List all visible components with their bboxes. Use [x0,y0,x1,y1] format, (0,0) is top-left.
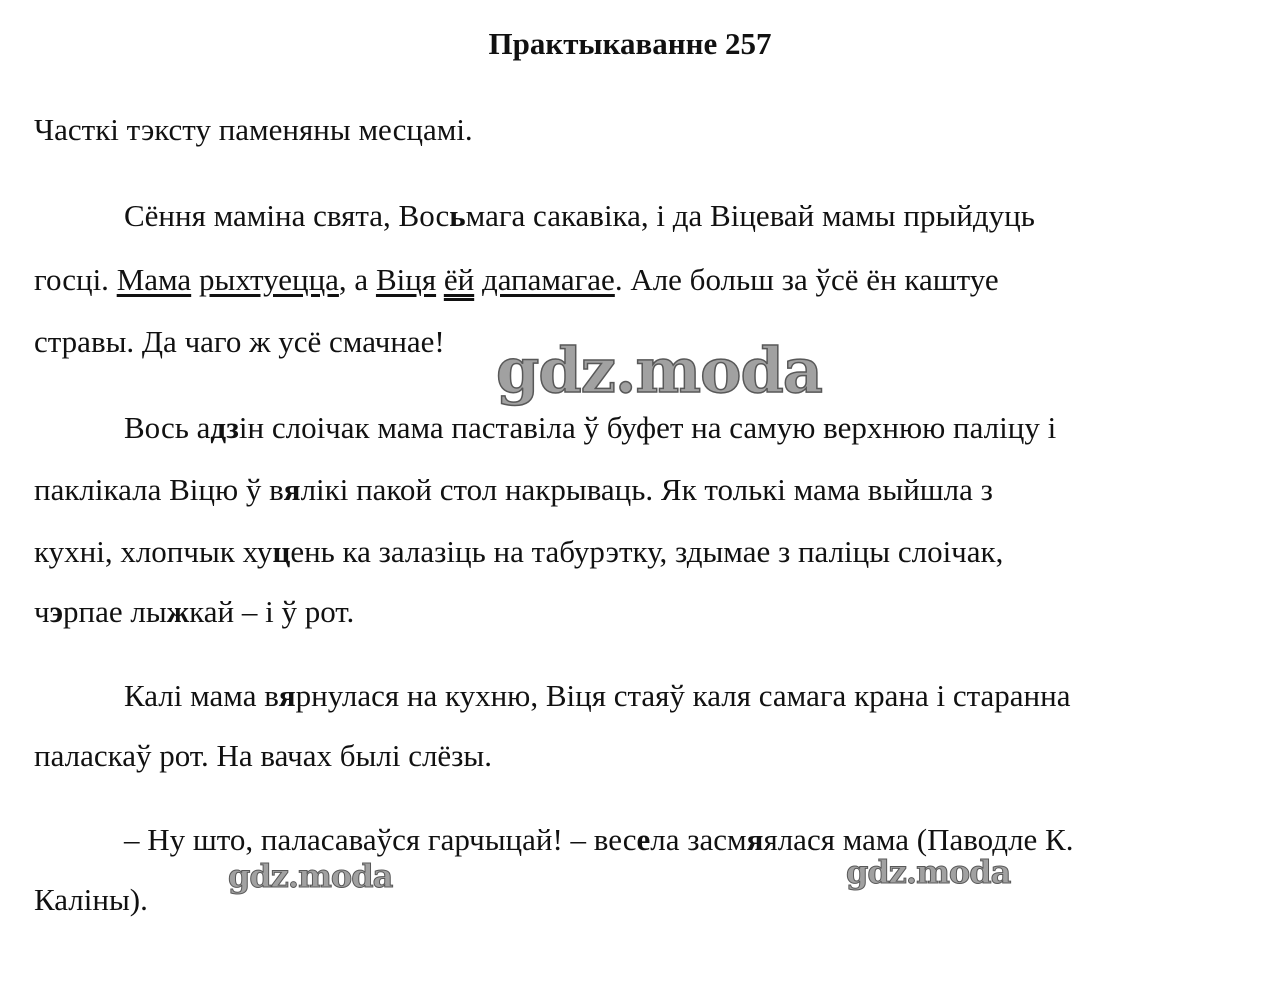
text-run [474,262,482,297]
p3-line-2: паласкаў рот. На вачах былі слёзы. [34,738,493,773]
bold-letter: дз [210,410,239,445]
p1-line-2 [34,258,999,302]
underlined-subject: Віця [375,262,437,297]
text-run: кухні, хлопчык ху [34,534,273,569]
text-run: . Але больш за ўсё ён каштуе [614,262,999,297]
watermark-main: gdz.moda [496,334,822,407]
text-run: ялася мама (Паводле К. [763,822,1074,857]
bold-letter: ц [272,534,291,569]
text-run: Вось а [124,410,211,445]
bold-letter: я [283,472,301,507]
bold-letter: е [636,822,651,857]
text-run: Сёння маміна свята, Вос [124,198,450,233]
text-run: рнулася на кухню, Віця стаяў каля самага крана і старанна [295,678,1071,713]
text-run: кай – і ў рот. [189,594,355,629]
text-run: рпае лы [63,594,167,629]
underlined-object: ёй [443,262,475,297]
text-run: – Ну што, паласаваўся гарчыцай! – вес [124,822,637,857]
text-run: мага сакавіка, і да Віцевай мамы прыйдуць [465,198,1035,233]
watermark-bottom-left: gdz.moda [228,857,393,895]
text-run [436,262,444,297]
text-run: Калі мама в [124,678,279,713]
p2-line-4 [34,590,354,634]
intro-text: Часткі тэксту паменяны месцамі. [34,112,473,147]
bold-letter: я [746,822,764,857]
text-run [191,262,199,297]
text-run: ч [34,594,50,629]
p3-line-1 [124,674,1071,718]
bold-letter: ь [449,198,466,233]
p1-line-1 [124,194,1035,238]
p4-line-2: Каліны). [34,882,148,917]
underlined-subject: Мама [116,262,192,297]
text-run: лікі пакой стол накрываць. Як толькі мама выйшла з [300,472,993,507]
underlined-predicate: рыхтуецца [198,262,339,297]
text-run: ін слоічак мама паставіла ў буфет на самую верхнюю паліцу і [238,410,1057,445]
text-run: , а [338,262,376,297]
bold-letter: ж [166,594,190,629]
bold-letter: э [49,594,63,629]
underlined-predicate: дапамагае [481,262,615,297]
p2-line-1 [124,406,1056,450]
exercise-title: Практыкаванне 257 [488,26,772,61]
text-run: ень ка залазіць на табурэтку, здымае з паліцы слоічак, [290,534,1004,569]
p2-line-3 [34,530,1003,574]
p1-line-3: стравы. Да чаго ж усё смачнае! [34,324,445,359]
watermark-bottom-right: gdz.moda [846,853,1011,891]
text-run: паклікала Віцю ў в [34,472,284,507]
p2-line-2 [34,468,993,512]
bold-letter: я [278,678,296,713]
text-run: госці. [34,262,117,297]
text-run: ла засм [650,822,747,857]
